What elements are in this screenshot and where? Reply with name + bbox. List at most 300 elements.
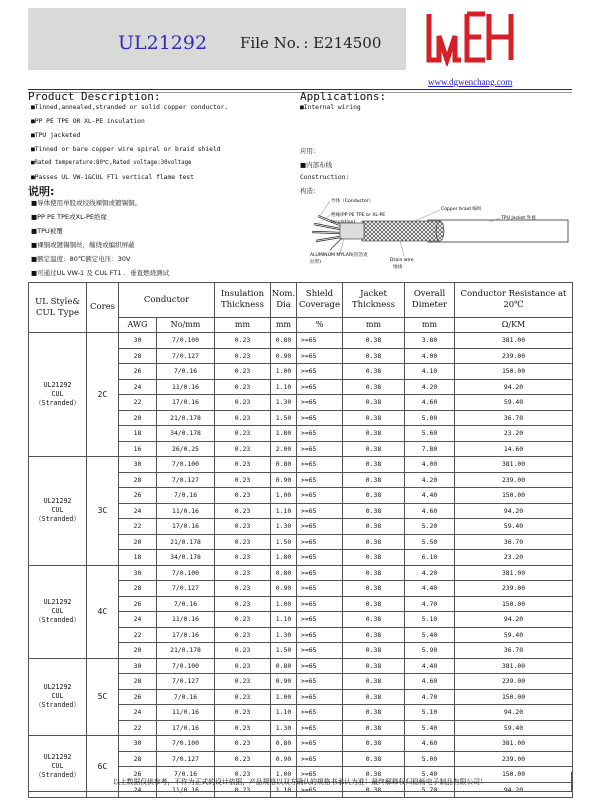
description-item: ■TPU jacketed: [31, 132, 81, 139]
applications-cn-label: 应用：: [300, 147, 320, 155]
table-cell: 7/0.127: [157, 674, 215, 690]
table-cell: 0.23: [215, 674, 271, 690]
table-cell: 5.60: [405, 426, 455, 442]
table-cell: 11/0.16: [157, 782, 215, 798]
table-cell: 4.70: [405, 596, 455, 612]
table-cell: 26: [119, 689, 157, 705]
table-cell: 4.00: [405, 457, 455, 473]
table-cell: 0.38: [343, 767, 405, 783]
table-cell: 7/0.16: [157, 596, 215, 612]
table-cell: 4.60: [405, 674, 455, 690]
table-cell: 0.38: [343, 457, 405, 473]
style-line: CUL: [51, 390, 64, 399]
header-conductor: Conductor: [119, 283, 215, 318]
table-cell: >=65: [297, 565, 343, 581]
table-cell: >=65: [297, 596, 343, 612]
cores-cell: 6C: [87, 736, 119, 798]
table-cell: 59.40: [455, 720, 573, 736]
table-cell: 0.23: [215, 503, 271, 519]
table-group: [29, 333, 573, 457]
file-number: File No. : E214500: [240, 34, 382, 52]
header-band: [28, 8, 406, 70]
construction-label: Construction:: [300, 174, 350, 181]
table-cell: 24: [119, 705, 157, 721]
table-cell: 0.38: [343, 581, 405, 597]
table-cell: 0.38: [343, 612, 405, 628]
table-cell: 0.80: [271, 333, 297, 349]
table-cell: 0.38: [343, 705, 405, 721]
table-cell: 381.00: [455, 565, 573, 581]
diagram-label-insulation: 绝缘(PP PE TPE or XL-PE: [331, 213, 386, 218]
table-cell: 1.10: [271, 379, 297, 395]
table-cell: 0.38: [343, 534, 405, 550]
table-cell: >=65: [297, 689, 343, 705]
table-header-row: [29, 283, 573, 318]
table-cell: >=65: [297, 612, 343, 628]
table-cell: 7/0.127: [157, 472, 215, 488]
table-cell: 7/0.100: [157, 565, 215, 581]
table-row: [29, 565, 573, 581]
table-cell: 0.23: [215, 705, 271, 721]
table-cell: 26/0.25: [157, 441, 215, 457]
table-cell: 0.38: [343, 410, 405, 426]
diagram-label-insulation: Insulation): [331, 220, 356, 225]
header-insulation: Insulation Thickness: [215, 283, 271, 318]
table-cell: 0.80: [271, 658, 297, 674]
table-cell: 239.00: [455, 348, 573, 364]
table-cell: 4.20: [405, 472, 455, 488]
table-cell: 0.38: [343, 364, 405, 380]
table-cell: 150.00: [455, 689, 573, 705]
table-cell: >=65: [297, 348, 343, 364]
table-cell: >=65: [297, 534, 343, 550]
table-cell: 0.38: [343, 348, 405, 364]
table-cell: 7/0.100: [157, 457, 215, 473]
table-cell: 26: [119, 596, 157, 612]
header-style: UL Style& CUL Type: [29, 283, 87, 333]
table-cell: 30: [119, 333, 157, 349]
table-cell: 11/0.16: [157, 503, 215, 519]
table-cell: >=65: [297, 581, 343, 597]
description-item: ■PP PE TPE OR XL-PE insulation: [31, 118, 145, 125]
table-cell: 30: [119, 457, 157, 473]
table-cell: 28: [119, 581, 157, 597]
diagram-label-braid: Copper braid 编织: [441, 207, 482, 212]
style-line: （Stranded）: [35, 615, 80, 624]
table-cell: >=65: [297, 674, 343, 690]
table-cell: 11/0.16: [157, 705, 215, 721]
table-cell: 0.23: [215, 689, 271, 705]
table-cell: 0.38: [343, 550, 405, 566]
table-cell: 1.30: [271, 627, 297, 643]
table-cell: 0.90: [271, 348, 297, 364]
cores-cell: 2C: [87, 333, 119, 457]
table-cell: 150.00: [455, 488, 573, 504]
description-cn-item: ■裸铜或镀锡铜丝，缠绕或编织屏蔽: [31, 241, 135, 249]
table-cell: >=65: [297, 550, 343, 566]
table-cell: 0.38: [343, 379, 405, 395]
table-cell: >=65: [297, 364, 343, 380]
table-cell: 0.80: [271, 457, 297, 473]
table-cell: 20: [119, 643, 157, 659]
table-cell: 0.90: [271, 674, 297, 690]
table-cell: 59.40: [455, 519, 573, 535]
table-cell: 20: [119, 534, 157, 550]
table-cell: >=65: [297, 488, 343, 504]
table-cell: 5.40: [405, 767, 455, 783]
table-cell: 1.10: [271, 782, 297, 798]
unit-nomm: No/mm: [157, 318, 215, 333]
table-cell: 0.38: [343, 472, 405, 488]
table-cell: 2.00: [271, 441, 297, 457]
table-cell: >=65: [297, 627, 343, 643]
table-cell: 0.23: [215, 441, 271, 457]
table-cell: 5.10: [405, 612, 455, 628]
cores-cell: 3C: [87, 457, 119, 566]
table-cell: 0.23: [215, 426, 271, 442]
table-cell: 0.23: [215, 488, 271, 504]
style-line: UL21292: [43, 381, 72, 390]
table-cell: 1.00: [271, 596, 297, 612]
table-cell: 4.10: [405, 364, 455, 380]
table-cell: 0.38: [343, 643, 405, 659]
diagram-label-conductor: 导体（Conductor）: [331, 199, 374, 204]
table-cell: 34/0.178: [157, 550, 215, 566]
table-cell: 34/0.178: [157, 426, 215, 442]
table-row: [29, 333, 573, 349]
style-line: CUL: [51, 607, 64, 616]
table-cell: 0.38: [343, 596, 405, 612]
style-line: （Stranded）: [35, 770, 80, 779]
table-cell: 1.00: [271, 767, 297, 783]
table-cell: >=65: [297, 426, 343, 442]
diagram-label-foil: 拉带): [310, 260, 321, 265]
table-cell: 0.23: [215, 720, 271, 736]
table-cell: 7/0.127: [157, 751, 215, 767]
table-cell: >=65: [297, 457, 343, 473]
header-overall: Overall Dimeter: [405, 283, 455, 318]
table-cell: 23.20: [455, 426, 573, 442]
table-cell: 0.23: [215, 751, 271, 767]
cable-construction-diagram: [300, 198, 575, 270]
footer-disclaimer: 以上数据仅供参考，不作为正式的设计依据，产品规格以双方确认的规格书承认为准！最终解释权归稳畅电子制品有限公司！: [28, 772, 572, 792]
table-cell: 22: [119, 627, 157, 643]
table-cell: 28: [119, 674, 157, 690]
table-cell: 14.60: [455, 441, 573, 457]
table-cell: 1.00: [271, 689, 297, 705]
description-cn-title: 说明:: [28, 185, 55, 198]
table-cell: >=65: [297, 441, 343, 457]
table-row: [29, 457, 573, 473]
header-shield: Shield Coverage: [297, 283, 343, 318]
unit-ins: mm: [215, 318, 271, 333]
table-cell: >=65: [297, 519, 343, 535]
table-cell: 0.23: [215, 581, 271, 597]
table-cell: 5.70: [405, 782, 455, 798]
table-cell: >=65: [297, 751, 343, 767]
table-cell: 0.38: [343, 689, 405, 705]
table-cell: 4.70: [405, 689, 455, 705]
table-cell: 0.23: [215, 519, 271, 535]
style-cell: [29, 565, 87, 658]
spec-table: [28, 282, 573, 798]
header-jacket: Jacket Thickness: [343, 283, 405, 318]
table-cell: 5.40: [405, 627, 455, 643]
table-cell: >=65: [297, 736, 343, 752]
table-cell: 0.38: [343, 441, 405, 457]
description-item: ■Passes UL VW-1&CUL FT1 vertical flame test: [31, 174, 195, 181]
table-cell: >=65: [297, 395, 343, 411]
table-cell: 24: [119, 379, 157, 395]
table-cell: 94.20: [455, 379, 573, 395]
table-cell: 4.00: [405, 348, 455, 364]
table-cell: 59.40: [455, 395, 573, 411]
unit-jacket: mm: [343, 318, 405, 333]
table-cell: 381.00: [455, 457, 573, 473]
table-cell: 17/0.16: [157, 395, 215, 411]
table-group: [29, 658, 573, 736]
table-cell: 7/0.127: [157, 581, 215, 597]
table-cell: 5.40: [405, 720, 455, 736]
description-title: Product Description:: [28, 90, 161, 103]
table-cell: 23.20: [455, 550, 573, 566]
table-cell: 150.00: [455, 767, 573, 783]
table-cell: 0.23: [215, 643, 271, 659]
table-cell: 1.80: [271, 426, 297, 442]
table-cell: 1.50: [271, 643, 297, 659]
table-cell: 16: [119, 441, 157, 457]
table-cell: 239.00: [455, 581, 573, 597]
table-cell: 28: [119, 348, 157, 364]
table-cell: 5.00: [405, 751, 455, 767]
table-row: [29, 736, 573, 752]
model-number: UL21292: [118, 32, 208, 54]
table-cell: 0.23: [215, 379, 271, 395]
table-cell: 22: [119, 720, 157, 736]
table-cell: 18: [119, 550, 157, 566]
table-cell: 22: [119, 519, 157, 535]
table-cell: 11/0.16: [157, 612, 215, 628]
table-cell: >=65: [297, 782, 343, 798]
cores-cell: 4C: [87, 565, 119, 658]
table-cell: 0.38: [343, 751, 405, 767]
style-line: CUL: [51, 692, 64, 701]
table-cell: 1.50: [271, 410, 297, 426]
style-cell: [29, 333, 87, 457]
table-cell: 21/0.178: [157, 410, 215, 426]
table-cell: 1.30: [271, 395, 297, 411]
table-cell: >=65: [297, 658, 343, 674]
style-line: （Stranded）: [35, 398, 80, 407]
website-link[interactable]: www.dgwenchang.com: [428, 77, 513, 87]
table-cell: 0.23: [215, 767, 271, 783]
table-cell: 0.23: [215, 333, 271, 349]
table-cell: 36.70: [455, 643, 573, 659]
table-cell: 7/0.100: [157, 333, 215, 349]
table-cell: 5.90: [405, 643, 455, 659]
table-cell: >=65: [297, 503, 343, 519]
unit-overall: mm: [405, 318, 455, 333]
table-cell: 20: [119, 410, 157, 426]
table-cell: 4.60: [405, 503, 455, 519]
table-cell: 239.00: [455, 674, 573, 690]
table-cell: 0.23: [215, 550, 271, 566]
table-cell: 1.00: [271, 488, 297, 504]
unit-shield: %: [297, 318, 343, 333]
table-cell: 4.60: [405, 736, 455, 752]
table-cell: 381.00: [455, 658, 573, 674]
header-cores: Cores: [87, 283, 119, 333]
table-cell: 24: [119, 612, 157, 628]
table-cell: 0.23: [215, 472, 271, 488]
table-cell: 0.38: [343, 488, 405, 504]
table-cell: 28: [119, 751, 157, 767]
table-cell: 0.90: [271, 581, 297, 597]
table-cell: 0.80: [271, 565, 297, 581]
table-cell: 7/0.16: [157, 767, 215, 783]
table-cell: 3.80: [405, 333, 455, 349]
unit-awg: AWG: [119, 318, 157, 333]
table-cell: 0.38: [343, 720, 405, 736]
table-cell: 0.38: [343, 736, 405, 752]
unit-dia: mm: [271, 318, 297, 333]
applications-item: ■Internal wiring: [300, 104, 361, 111]
table-cell: 0.38: [343, 333, 405, 349]
construction-cn-label: 构造：: [300, 187, 320, 195]
style-line: （Stranded）: [35, 515, 80, 524]
table-cell: 4.20: [405, 565, 455, 581]
description-cn-item: ■可通过UL VW-1 及 CUL FT1 ．垂直燃烧测试: [31, 269, 170, 277]
table-cell: >=65: [297, 379, 343, 395]
table-cell: 0.38: [343, 627, 405, 643]
wch-logo: [425, 6, 515, 66]
table-group: [29, 565, 573, 658]
table-cell: >=65: [297, 720, 343, 736]
table-cell: 0.23: [215, 596, 271, 612]
table-cell: 0.80: [271, 736, 297, 752]
table-cell: 0.38: [343, 782, 405, 798]
description-item: ■Tinned or bare copper wire spiral or braid shield: [31, 146, 221, 153]
table-cell: 5.20: [405, 519, 455, 535]
table-cell: 4.40: [405, 581, 455, 597]
table-cell: 0.38: [343, 503, 405, 519]
diagram-label-foil: ALUMINUM MYLAR(铝箔麦: [310, 253, 368, 258]
description-cn-item: ■导体使用单股或绞线裸铜或镀锡铜。: [31, 199, 142, 207]
unit-res: Ω/KM: [455, 318, 573, 333]
table-cell: 7/0.16: [157, 364, 215, 380]
table-cell: >=65: [297, 767, 343, 783]
table-cell: 6.10: [405, 550, 455, 566]
table-cell: 150.00: [455, 364, 573, 380]
table-cell: 94.20: [455, 705, 573, 721]
table-cell: 11/0.16: [157, 379, 215, 395]
table-cell: 17/0.16: [157, 720, 215, 736]
table-cell: 381.00: [455, 736, 573, 752]
table-cell: 26: [119, 364, 157, 380]
table-cell: >=65: [297, 472, 343, 488]
description-cn-item: ■额定温度：80℃额定电压：30V: [31, 255, 131, 263]
table-cell: 1.30: [271, 720, 297, 736]
table-cell: 30: [119, 736, 157, 752]
diagram-label-jacket: TPU Jacket 外被: [501, 216, 536, 221]
table-cell: 0.23: [215, 457, 271, 473]
table-cell: 1.00: [271, 364, 297, 380]
table-cell: 0.23: [215, 534, 271, 550]
table-cell: 28: [119, 472, 157, 488]
table-cell: 0.38: [343, 395, 405, 411]
table-cell: 0.23: [215, 410, 271, 426]
table-cell: 381.00: [455, 333, 573, 349]
style-cell: [29, 658, 87, 736]
table-cell: 24: [119, 503, 157, 519]
table-cell: 0.38: [343, 519, 405, 535]
table-cell: 4.20: [405, 379, 455, 395]
style-line: UL21292: [43, 598, 72, 607]
style-line: CUL: [51, 762, 64, 771]
table-cell: 21/0.178: [157, 534, 215, 550]
table-cell: 36.70: [455, 410, 573, 426]
table-cell: 36.70: [455, 534, 573, 550]
style-line: CUL: [51, 506, 64, 515]
style-line: UL21292: [43, 497, 72, 506]
table-cell: >=65: [297, 705, 343, 721]
table-cell: 59.40: [455, 627, 573, 643]
table-cell: 1.50: [271, 534, 297, 550]
table-cell: 1.10: [271, 503, 297, 519]
table-group: [29, 457, 573, 566]
table-cell: 24: [119, 782, 157, 798]
style-line: UL21292: [43, 683, 72, 692]
table-cell: 7/0.16: [157, 689, 215, 705]
table-cell: 0.23: [215, 782, 271, 798]
diagram-label-drain: Drain wire: [390, 258, 414, 263]
table-cell: >=65: [297, 410, 343, 426]
table-cell: 7.80: [405, 441, 455, 457]
table-cell: 0.23: [215, 348, 271, 364]
table-cell: 0.38: [343, 426, 405, 442]
style-cell: [29, 457, 87, 566]
table-cell: 239.00: [455, 751, 573, 767]
diagram-label-drain: 地线: [393, 265, 403, 270]
table-cell: 22: [119, 395, 157, 411]
table-cell: 5.50: [405, 534, 455, 550]
table-cell: 0.23: [215, 395, 271, 411]
table-cell: 0.38: [343, 674, 405, 690]
header-nom-dia: Nom. Dia: [271, 283, 297, 318]
table-cell: 0.23: [215, 364, 271, 380]
table-cell: 17/0.16: [157, 627, 215, 643]
table-cell: 239.00: [455, 472, 573, 488]
table-cell: 0.23: [215, 627, 271, 643]
table-cell: 0.23: [215, 565, 271, 581]
table-cell: 0.90: [271, 751, 297, 767]
table-cell: 30: [119, 658, 157, 674]
table-cell: 5.10: [405, 705, 455, 721]
table-cell: 4.60: [405, 395, 455, 411]
table-cell: 0.23: [215, 612, 271, 628]
table-cell: 0.38: [343, 658, 405, 674]
table-cell: 21/0.178: [157, 643, 215, 659]
table-row: [29, 658, 573, 674]
table-cell: 30: [119, 565, 157, 581]
table-cell: 1.80: [271, 550, 297, 566]
table-cell: 1.10: [271, 612, 297, 628]
table-cell: 7/0.100: [157, 658, 215, 674]
table-cell: 7/0.100: [157, 736, 215, 752]
table-cell: 7/0.127: [157, 348, 215, 364]
table-cell: >=65: [297, 643, 343, 659]
applications-title: Applications:: [300, 90, 387, 103]
